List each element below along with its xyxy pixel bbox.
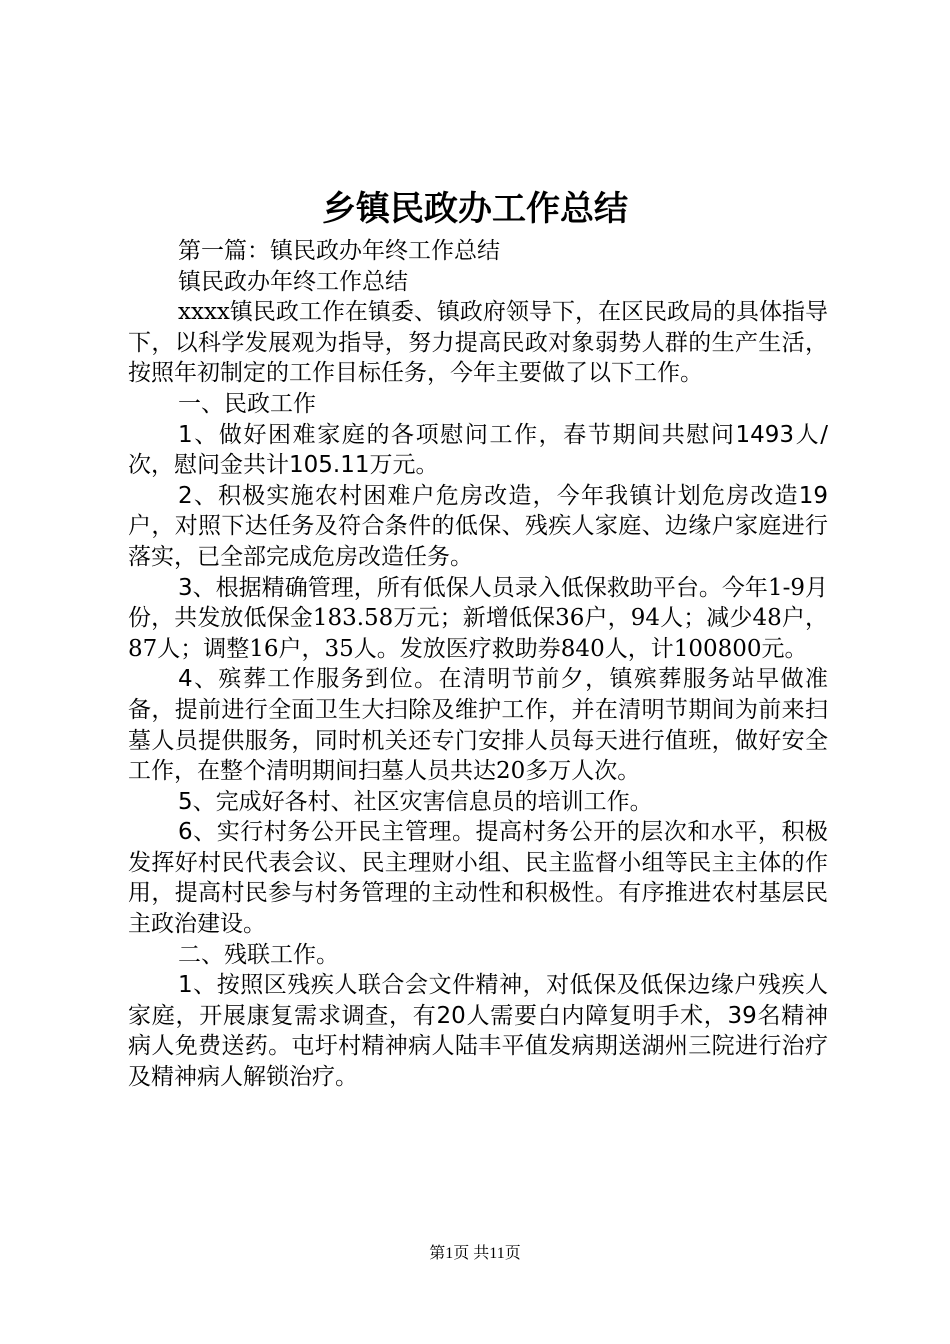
paragraph: 4、殡葬工作服务到位。在清明节前夕，镇殡葬服务站早做准备，提前进行全面卫生大扫除及维护工作，并在清明节期间为前来扫墓人员提供服务，同时机关还专门安排人员每天进行值班，做好安全工作，在整个清明期间扫墓人员共达20多万人次。 (128, 666, 829, 785)
paragraph: 6、实行村务公开民主管理。提高村务公开的层次和水平，积极发挥好村民代表会议、民主理财小组、民主监督小组等民主主体的作用，提高村民参与村务管理的主动性和积极性。有序推进农村基层民主政治建设。 (128, 819, 828, 938)
paragraph: 镇民政办年终工作总结 (178, 268, 408, 295)
section-heading: 一、民政工作 (178, 390, 316, 417)
paragraph: 1、按照区残疾人联合会文件精神，对低保及低保边缘户残疾人家庭，开展康复需求调查，有20人需要白内障复明手术，39名精神病人免费送药。屯圩村精神病人陆丰平值发病期送湖州三院进行治疗及精神病人解锁治疗。 (128, 972, 829, 1091)
document-body (128, 236, 828, 1093)
paragraph: 第一篇：镇民政办年终工作总结 (178, 238, 500, 264)
paragraph: 5、完成好各村、社区灾害信息员的培训工作。 (178, 788, 653, 815)
section-heading: 二、残联工作。 (178, 941, 339, 968)
paragraph: 1、做好困难家庭的各项慰问工作，春节期间共慰问1493人/次，慰问金共计105.11万元。 (128, 421, 828, 479)
paragraph: xxxx镇民政工作在镇委、镇政府领导下，在区民政局的具体指导下，以科学发展观为指导，努力提高民政对象弱势人群的生产生活，按照年初制定的工作目标任务，今年主要做了以下工作。 (128, 299, 828, 387)
page-footer: 第1页 共11页 (429, 1245, 521, 1262)
paragraph: 2、积极实施农村困难户危房改造，今年我镇计划危房改造19户，对照下达任务及符合条件的低保、残疾人家庭、边缘户家庭进行落实，已全部完成危房改造任务。 (128, 482, 828, 570)
document-title: 乡镇民政办工作总结 (322, 189, 628, 229)
paragraph: 3、根据精确管理，所有低保人员录入低保救助平台。今年1-9月份，共发放低保金183.58万元；新增低保36户，94人；减少48户，87人；调整16户，35人。发放医疗救助券840人，计100800元。 (128, 574, 828, 662)
